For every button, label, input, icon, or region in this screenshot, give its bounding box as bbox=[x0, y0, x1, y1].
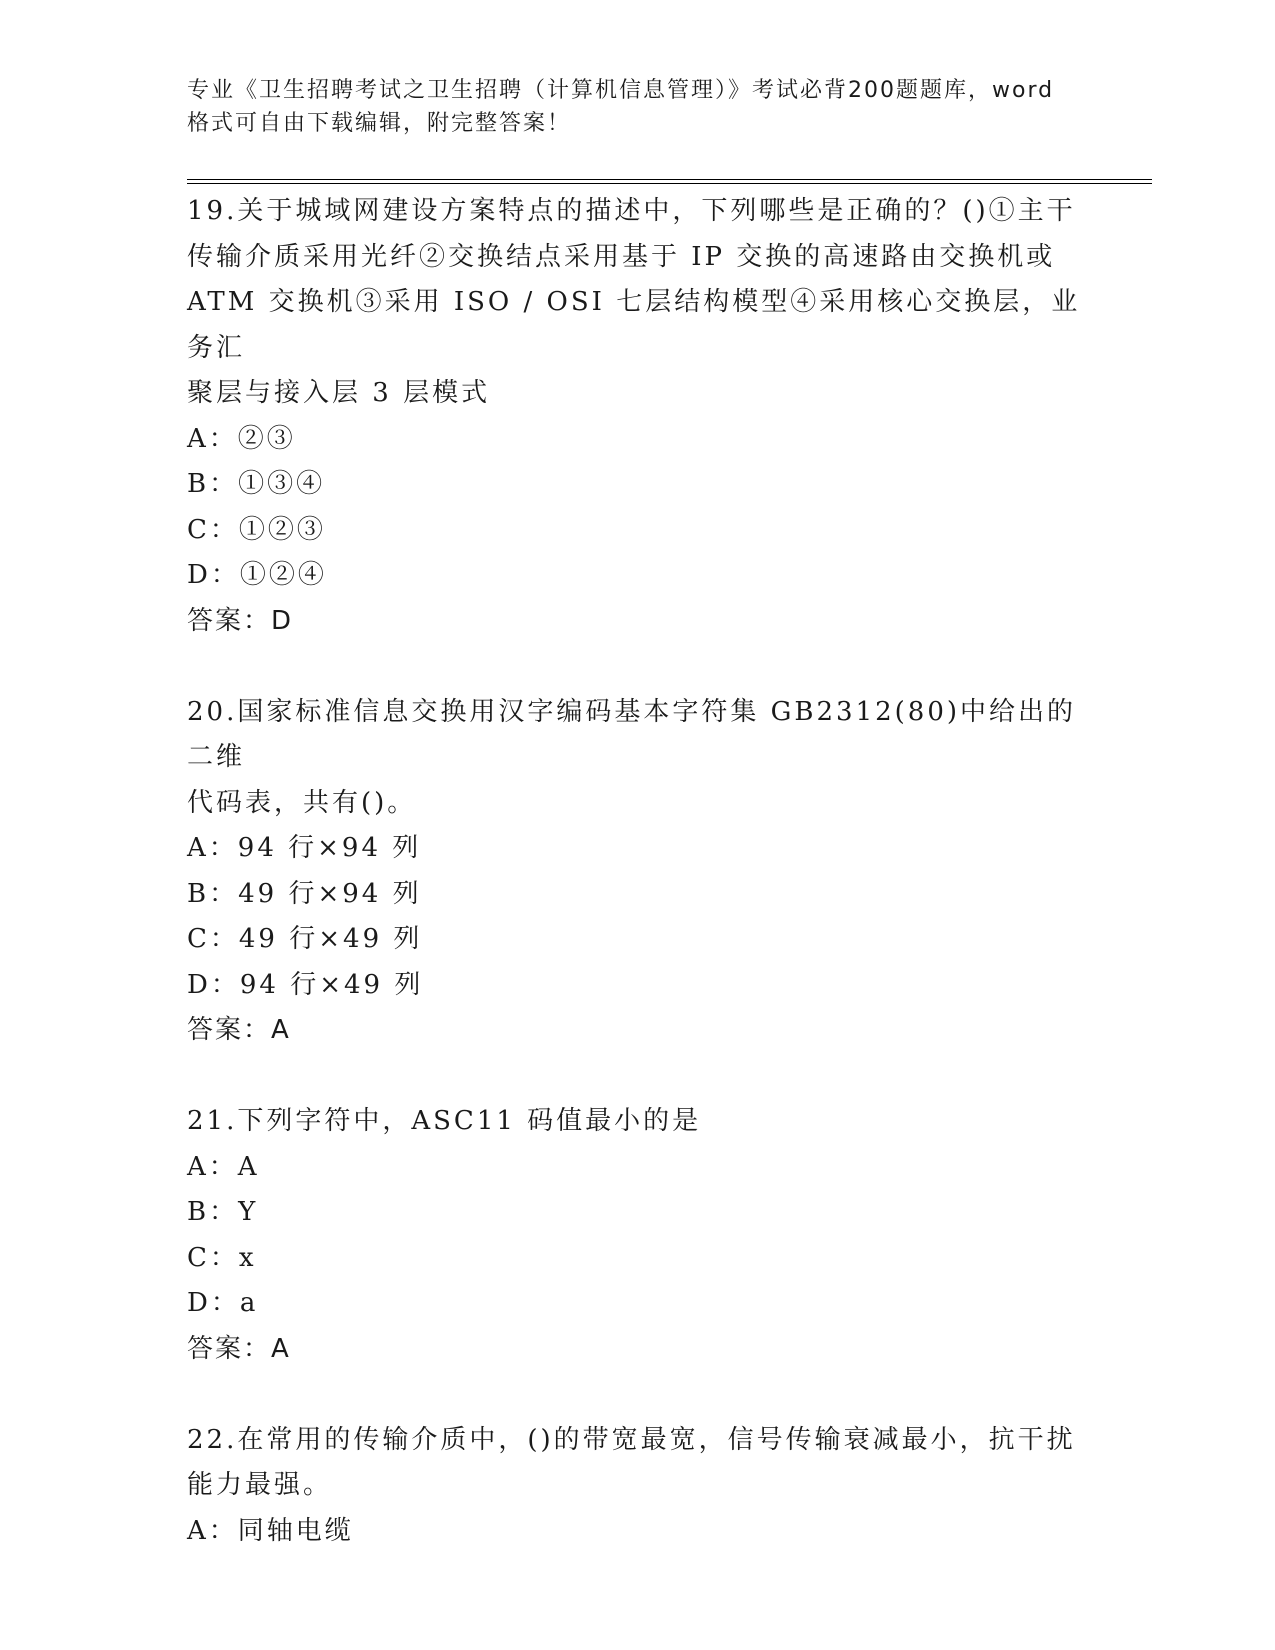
answer-line: 答案：D bbox=[187, 605, 294, 636]
question-stem-line: 22.在常用的传输介质中，()的带宽最宽，信号传输衰减最小，抗干扰 bbox=[187, 1424, 1076, 1455]
option-b: B：①③④ bbox=[187, 469, 326, 499]
question-stem-line: 19.关于城域网建设方案特点的描述中，下列哪些是正确的？()①主干 bbox=[187, 196, 1076, 226]
question-22 bbox=[187, 1418, 1087, 1555]
option-d: D：①②④ bbox=[187, 560, 327, 590]
question-stem-line: 代码表，共有()。 bbox=[187, 787, 417, 818]
header-line-2: 格式可自由下载编辑，附完整答案！ bbox=[187, 111, 572, 136]
question-stem-line: 20.国家标准信息交换用汉字编码基本字符集 GB2312(80)中给出的二维 bbox=[187, 696, 1077, 772]
option-a: A：94 行×94 列 bbox=[187, 833, 422, 863]
question-stem-line: 传输介质采用光纤②交换结点采用基于 IP 交换的高速路由交换机或 bbox=[187, 241, 1056, 272]
header-divider-bottom bbox=[187, 183, 1152, 184]
option-d: D：94 行×49 列 bbox=[187, 969, 424, 1000]
question-19 bbox=[187, 189, 1087, 644]
option-a: A：A bbox=[187, 1151, 260, 1182]
header-divider-top bbox=[187, 179, 1152, 180]
option-c: C：x bbox=[187, 1242, 257, 1273]
option-a: A：②③ bbox=[187, 423, 296, 454]
answer-line: 答案：A bbox=[187, 1333, 291, 1364]
option-b: B：Y bbox=[187, 1197, 259, 1227]
option-c: C：①②③ bbox=[187, 514, 326, 545]
question-stem-line: 能力最强。 bbox=[187, 1470, 333, 1500]
question-21 bbox=[187, 1099, 1087, 1372]
question-stem-line: 聚层与接入层 3 层模式 bbox=[187, 378, 491, 408]
answer-line: 答案：A bbox=[187, 1015, 291, 1045]
question-stem-line: 21.下列字符中，ASC11 码值最小的是 bbox=[187, 1106, 702, 1136]
spacer bbox=[187, 1372, 1087, 1418]
question-list bbox=[187, 189, 1087, 1554]
option-d: D：a bbox=[187, 1288, 259, 1318]
question-stem-line: ATM 交换机③采用 ISO / OSI 七层结构模型④采用核心交换层，业务汇 bbox=[187, 287, 1081, 363]
option-b: B：49 行×94 列 bbox=[187, 878, 422, 909]
spacer bbox=[187, 1054, 1087, 1100]
document-header bbox=[187, 74, 1087, 140]
spacer bbox=[187, 644, 1087, 690]
header-line-1: 专业《卫生招聘考试之卫生招聘（计算机信息管理）》考试必背200题题库，word bbox=[187, 78, 1055, 103]
option-a: A：同轴电缆 bbox=[187, 1515, 354, 1546]
question-20 bbox=[187, 690, 1087, 1054]
option-c: C：49 行×49 列 bbox=[187, 924, 423, 954]
